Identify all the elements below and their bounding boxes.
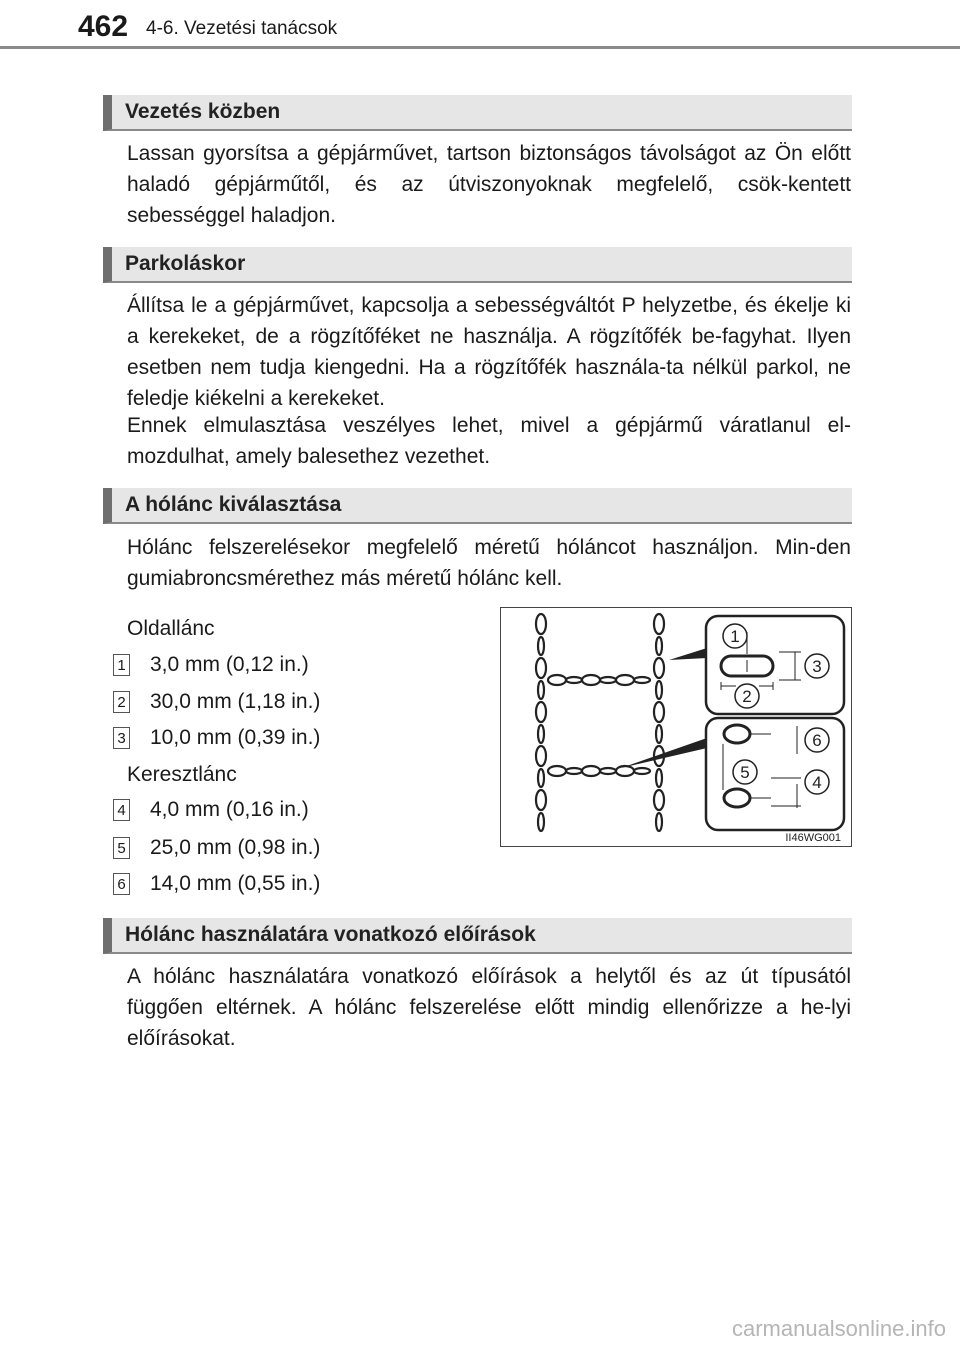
section-heading-parking: Parkoláskor (103, 247, 852, 283)
cross-chain-label: Keresztlánc (127, 763, 237, 786)
vertical-chain-left (536, 614, 546, 831)
side-chain-label: Oldallánc (127, 617, 215, 640)
svg-text:2: 2 (742, 687, 752, 706)
pointer-upper (669, 648, 707, 660)
spec-item (113, 725, 320, 751)
footer-watermark: carmanualsonline.info (731, 1316, 946, 1341)
cross-chain-upper (548, 675, 650, 685)
callout-2 (735, 684, 759, 708)
section-heading-chain-selection: A hólánc kiválasztása (103, 488, 852, 524)
spec-item (113, 871, 320, 897)
svg-text:6: 6 (812, 731, 822, 750)
paragraph-chain-selection: Hólánc felszerelésekor megfelelő méretű hóláncot használjon. Min-den gumiabroncsmérethez más méretű hólánc kell. (127, 536, 851, 590)
spec-item (113, 652, 309, 678)
header-rule (0, 46, 960, 49)
paragraph-parking-warning: Ennek elmulasztása veszélyes lehet, mivel a gépjármű váratlanul el-mozdulhat, amely balesethez vezethet. (127, 414, 851, 468)
vertical-chain-right (654, 614, 664, 831)
paragraph-driving: Lassan gyorsítsa a gépjárművet, tartson biztonságos távolságot az Ön előtt haladó gépjárműtől, és az útviszonyoknak megfelelő, csök-kentett sebességgel haladjon. (127, 142, 851, 227)
spec-value: 25,0 mm (0,98 in.) (150, 836, 321, 859)
spec-item (113, 835, 320, 861)
chapter-title: 4-6. Vezetési tanácsok (146, 18, 338, 39)
spec-value: 10,0 mm (0,39 in.) (150, 726, 321, 749)
callout-number: 5 (113, 837, 130, 859)
callout-number: 6 (113, 873, 130, 895)
paragraph-regulations: A hólánc használatára vonatkozó előírások a helytől és az út típusától függően eltérnek. A hólánc felszerelése előtt mindig ellenőrizze a he-lyi előírásokat. (127, 965, 851, 1050)
callout-5 (733, 760, 757, 784)
pointer-lower (621, 738, 707, 768)
callout-number: 1 (113, 654, 130, 676)
callout-number: 2 (113, 691, 130, 713)
section-heading-driving: Vezetés közben (103, 95, 852, 131)
paragraph-parking: Állítsa le a gépjárművet, kapcsolja a sebességváltót P helyzetbe, és ékelje ki a kerekeket, de a rögzítőféket ne használja. A rögzítőfék be-fagyhat. Ilyen esetben nem tudja kiengedni. Ha a rögzítőfék használa-ta nélkül parkol, ne feledje kiékelni a kerekeket. (127, 294, 851, 410)
cross-chain-lower (548, 766, 650, 776)
spec-value: 3,0 mm (0,12 in.) (150, 653, 309, 676)
callout-3 (805, 654, 829, 678)
svg-text:1: 1 (730, 627, 740, 646)
svg-text:5: 5 (740, 763, 750, 782)
snow-chain-figure (500, 607, 852, 847)
callout-number: 3 (113, 727, 130, 749)
callout-4 (805, 770, 829, 794)
spec-value: 4,0 mm (0,16 in.) (150, 798, 309, 821)
svg-text:3: 3 (812, 657, 822, 676)
snow-chain-illustration (501, 608, 851, 846)
spec-value: 14,0 mm (0,55 in.) (150, 872, 321, 895)
spec-item (113, 689, 320, 715)
callout-6 (805, 728, 829, 752)
svg-text:4: 4 (812, 773, 822, 792)
spec-value: 30,0 mm (1,18 in.) (150, 690, 321, 713)
spec-item (113, 797, 309, 823)
page-number: 462 (78, 10, 129, 43)
callout-1 (723, 624, 747, 648)
callout-number: 4 (113, 799, 130, 821)
section-heading-regulations: Hólánc használatára vonatkozó előírások (103, 918, 852, 954)
figure-code: II46WG001 (785, 832, 841, 844)
